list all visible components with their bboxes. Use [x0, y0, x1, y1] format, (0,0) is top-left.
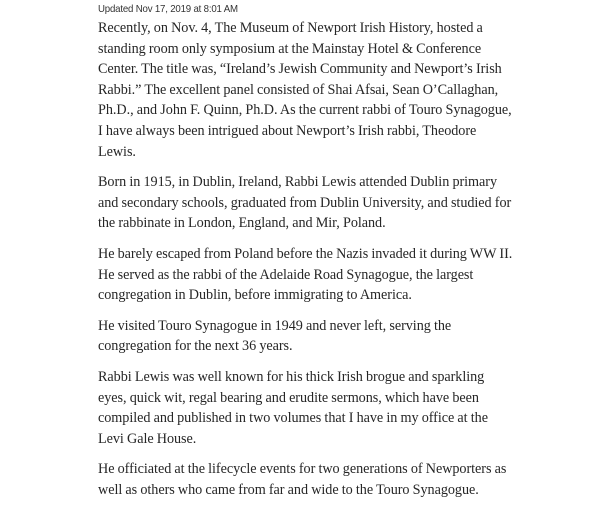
paragraph-4: He visited Touro Synagogue in 1949 and never left, serving the congregation for the next 36 years.	[98, 317, 452, 355]
paragraph-3: He barely escaped from Poland before the Nazis invaded it during WW II. He served as the rabbi of the Adelaide Road Synagogue, the largest congregation in Dublin, before immigrating to America.	[98, 245, 513, 304]
paragraph-6: He officiated at the lifecycle events for two generations of Newporters as well as others who came from far and wide to the Touro Synagogue.	[98, 461, 507, 498]
updated-timestamp: Updated Nov 17, 2019 at 8:01 AM	[98, 3, 238, 15]
article	[98, 0, 514, 510]
article-body	[98, 18, 514, 500]
paragraph-1: Recently, on Nov. 4, The Museum of Newport Irish History, hosted a standing room only symposium at the Mainstay Hotel & Conference Center. The title was, “Ireland’s Jewish Community and Newport’s Irish Rabbi.” The excellent panel consisted of Shai Afsai, Sean O’Callaghan, Ph.D., and John F. Quinn, Ph.D. As the current rabbi of Touro Synagogue, I have always been intrigued about Newport’s Irish rabbi, Theodore Lewis.	[98, 20, 512, 160]
paragraph-2: Born in 1915, in Dublin, Ireland, Rabbi Lewis attended Dublin primary and secondary schools, graduated from Dublin University, and studied for the rabbinate in London, England, and Mir, Poland.	[98, 174, 512, 232]
paragraph-5: Rabbi Lewis was well known for his thick Irish brogue and sparkling eyes, quick wit, regal bearing and erudite sermons, which have been compiled and published in two volumes that I have in my office at the Levi Gale House.	[98, 368, 488, 447]
